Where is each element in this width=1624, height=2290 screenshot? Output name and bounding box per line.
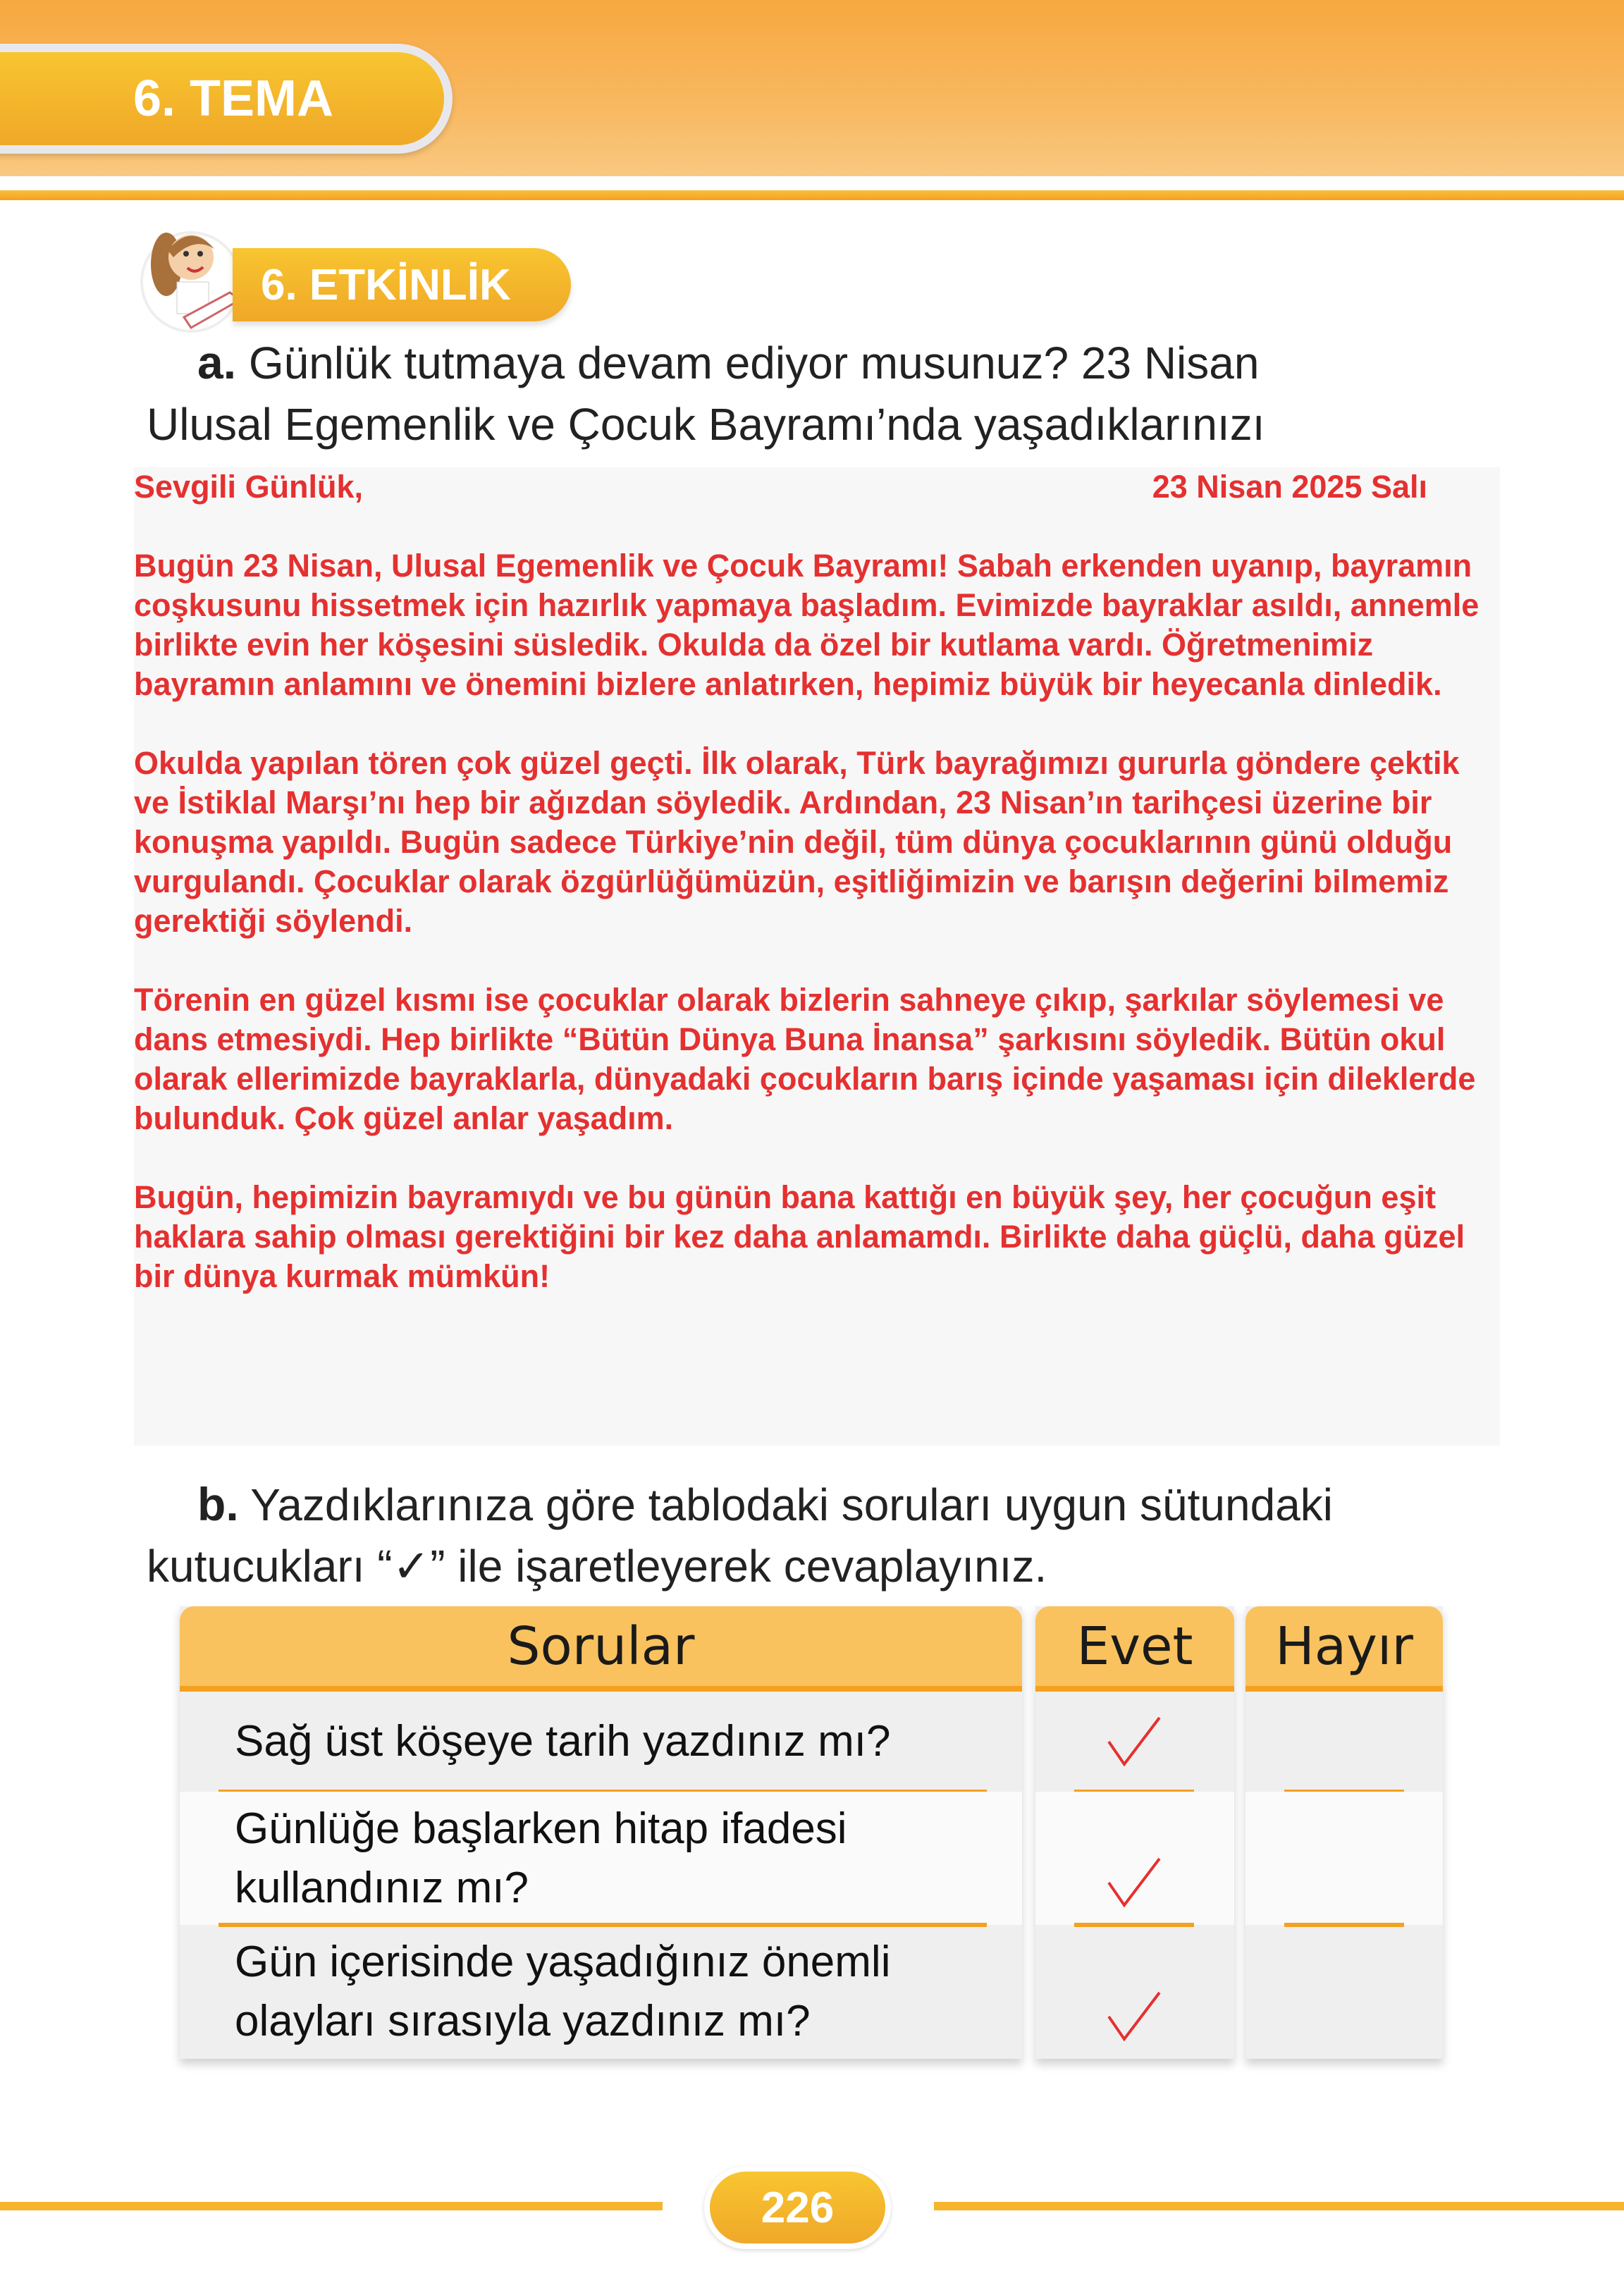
part-b-line2: kutucukları “✓” ile işaretleyerek cevaplayınız. [147, 1541, 1047, 1592]
part-a-question [147, 331, 1437, 455]
part-a-line1: Günlük tutmaya devam ediyor musunuz? 23 Nisan [248, 338, 1260, 388]
diary-entry [134, 467, 1500, 1446]
yes-column [1035, 1606, 1234, 2059]
no-column [1245, 1606, 1443, 2059]
check-icon [1103, 1988, 1167, 2045]
questions-header: Sorular [180, 1606, 1022, 1692]
yes-header: Evet [1035, 1606, 1234, 1692]
no-cell[interactable] [1245, 1925, 1443, 2059]
page-number-badge [704, 2166, 891, 2249]
header-divider [0, 190, 1624, 200]
check-icon [1103, 1854, 1167, 1911]
yes-cell[interactable] [1035, 1692, 1234, 1792]
footer-line-left [0, 2202, 663, 2210]
diary-paragraph: Törenin en güzel kısmı ise çocuklar olarak bizlerin sahneye çıkıp, şarkılar söylemesi ve dans etmesiydi. Hep birlikte “Bütün Dünya Buna İnansa” şarkısını söyledik. Bütün okul olarak ellerimizde bayraklarla, dünyadaki çocukların barış içinde yaşaması için dileklerde bulunduk. Çok güzel anlar yaşadım. [134, 982, 1476, 1136]
part-a-line2: Ulusal Egemenlik ve Çocuk Bayramı’nda yaşadıklarınızı [147, 399, 1265, 450]
yes-cell[interactable] [1035, 1925, 1234, 2059]
theme-label: 6. TEMA [0, 52, 444, 145]
activity-badge [233, 248, 571, 321]
page-number: 226 [710, 2172, 885, 2243]
question-row [180, 1792, 1022, 1925]
question-text: Günlüğe başlarken hitap ifadesi kullandınız mı? [235, 1804, 847, 1912]
activity-label: 6. ETKİNLİK [261, 260, 511, 309]
part-b-letter: b. [197, 1478, 239, 1530]
part-b-question [147, 1473, 1549, 1597]
girl-writing-icon [124, 215, 244, 335]
no-cell[interactable] [1245, 1692, 1443, 1792]
diary-date: 23 Nisan 2025 Salı [1152, 469, 1427, 505]
question-row [180, 1692, 1022, 1792]
question-text: Gün içerisinde yaşadığınız önemli olayları sırasıyla yazdınız mı? [235, 1938, 891, 2045]
no-header: Hayır [1245, 1606, 1443, 1692]
footer-line-right [934, 2202, 1624, 2210]
diary-greeting: Sevgili Günlük, [134, 469, 364, 505]
check-icon [1103, 1713, 1167, 1770]
part-b-line1: Yazdıklarınıza göre tablodaki soruları uygun sütundaki [250, 1479, 1333, 1530]
no-cell[interactable] [1245, 1792, 1443, 1925]
part-a-letter: a. [197, 336, 237, 388]
question-row [180, 1925, 1022, 2059]
question-text: Sağ üst köşeye tarih yazdınız mı? [235, 1717, 891, 1766]
diary-paragraph: Okulda yapılan tören çok güzel geçti. İlk olarak, Türk bayrağımızı gururla göndere çektik ve İstiklal Marşı’nı hep bir ağızdan söyledik. Ardından, 23 Nisan’ın tarihçesi üzerine bir konuşma yapıldı. Bugün sadece Türkiye’nin değil, tüm dünya çocuklarının günü olduğu vurgulandı. Çocuklar olarak özgürlüğümüzün, eşitliğimizin ve barışın değerini bilmemiz gerektiği söylendi. [134, 745, 1460, 939]
theme-badge [0, 44, 453, 154]
diary-paragraph: Bugün 23 Nisan, Ulusal Egemenlik ve Çocuk Bayramı! Sabah erkenden uyanıp, bayramın coşkusunu hissetmek için hazırlık yapmaya başladım. Evimizde bayraklar asıldı, annemle birlikte evin her köşesini süsledik. Okulda da özel bir kutlama vardı. Öğretmenimiz bayramın anlamını ve önemini bizlere anlatırken, hepimiz büyük bir heyecanla dinledik. [134, 548, 1480, 702]
diary-paragraph: Bugün, hepimizin bayramıydı ve bu günün bana kattığı en büyük şey, her çocuğun eşit haklara sahip olması gerektiğini bir kez daha anlamamdı. Birlikte daha güçlü, daha güzel bir dünya kurmak mümkün! [134, 1179, 1465, 1294]
questions-column [180, 1606, 1022, 2059]
yes-cell[interactable] [1035, 1792, 1234, 1925]
